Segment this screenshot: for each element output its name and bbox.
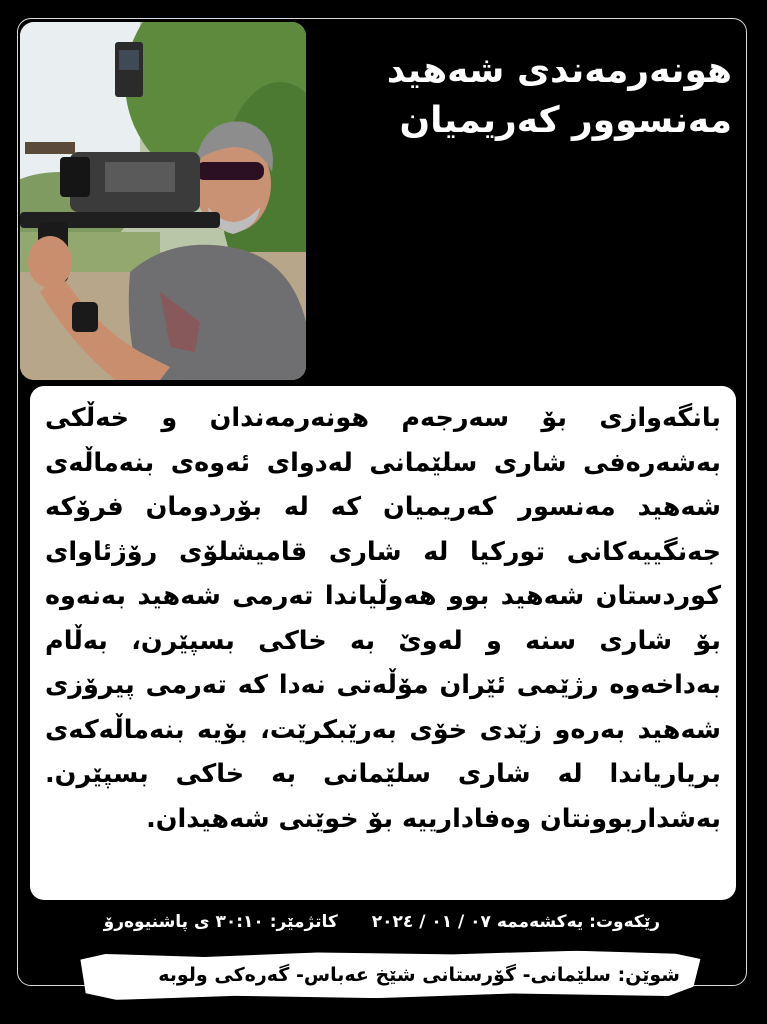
title-line-2: مەنسوور کەریمیان [399,100,732,141]
announcement-text: بانگەوازی بۆ سەرجەم هونەرمەندان و خەڵکی بەشەرەفی شاری سلێمانی لەدوای ئەوەی بنەماڵەی شەهید مەنسور کەریمیان کە لە بۆردومان فرۆکە جەنگییەکانی تورکیا لە شاری قامیشلۆی رۆژئاوای کوردستان شەهید بوو هەوڵیاندا تەرمی شەهید بەنەوە بۆ شاری سنە و لەوێ بە خاکی بسپێرن، بەڵام بەداخەوە رژێمی ئێران مۆڵەتی نەدا کە تەرمی پیرۆزی شەهید بەرەو زێدی خۆی بەرێبکرێت، بۆیە بنەماڵەکەی بریاریاندا لە شاری سلێمانی بە خاکی بسپێرن. بەشداربوونتان وەفادارییە بۆ خوێنی شەهیدان. [45,403,721,834]
event-time: کاتژمێر: ٣٠:١٠ ی پاشنیوەرۆ [103,912,338,932]
event-details [60,912,660,932]
event-location: شوێن: سلێمانی- گۆرستانی شێخ عەباس- گەرەکی ولوبە [158,964,680,986]
announcement-card [30,386,736,900]
memorial-title [322,46,732,146]
event-date: رێکەوت: یەکشەممە ٠٧ / ٠١ / ٢٠٢٤ [371,912,660,932]
portrait-photo [20,22,306,380]
title-line-1: هونەرمەندی شەهید [386,50,732,91]
